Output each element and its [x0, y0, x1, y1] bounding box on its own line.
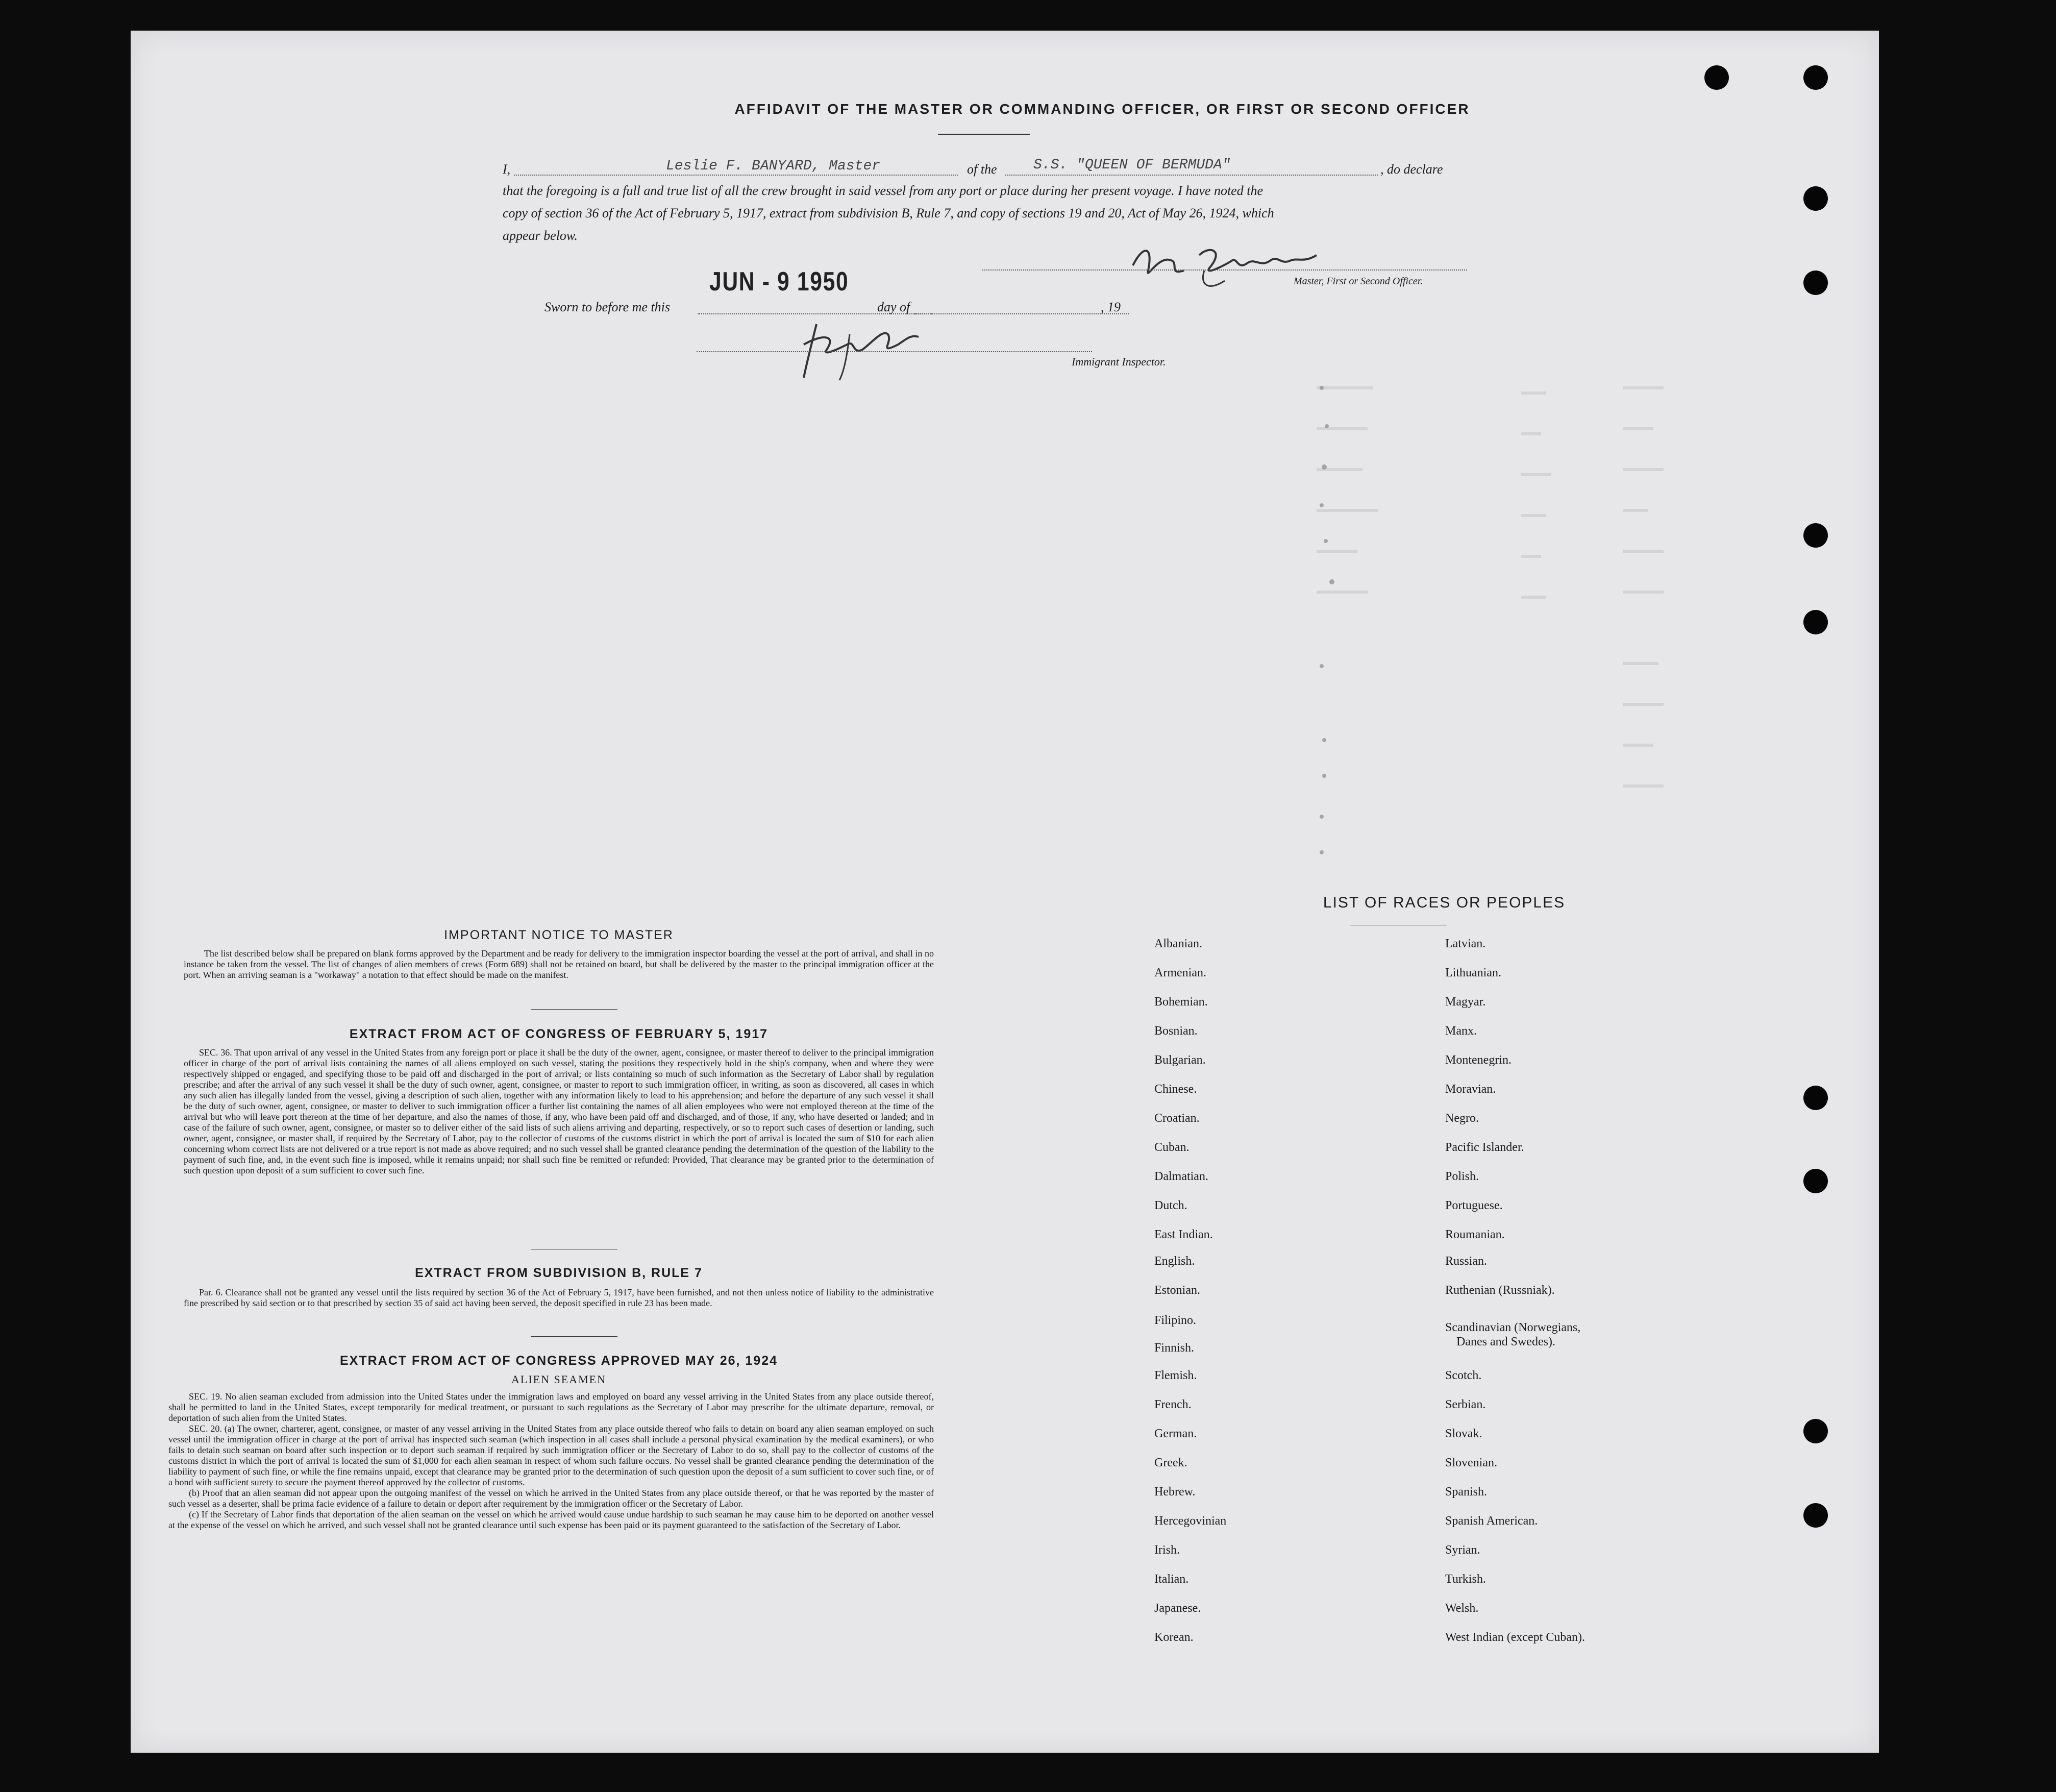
race-item: Latvian. [1445, 937, 1486, 950]
punch-hole [1704, 65, 1729, 90]
sworn-label: Sworn to before me this [544, 300, 671, 314]
sec-20a-text: SEC. 20. (a) The owner, charterer, agent, consignee, or master of any vessel arriving in the United States from any place outside thereof who fails to detain on board any alien seaman employed on such vessel until the immigration officer in charge at the port of arrival has inspected such seaman (which inspection in all cases shall include a personal physical examination by the medical examiners), or who fails to detain such seaman on board after such inspection or to deport such seaman if required by such immigration officer or the Secretary of Labor to do so, shall pay to the collector of customs of the customs district in which the port of arrival is located the sum of $1,000 for each alien seaman in respect of whom such failure occurs. No vessel shall be granted clearance pending the determination of the liability to payment of such fine, or while the fine remains unpaid, except that clearance may be granted prior to the determination of such question upon the deposit of a sum sufficient to cover such fine, or of a bond with sufficient surety to secure the payment thereof approved by the collector of customs. [168, 1423, 934, 1487]
rule7-title: EXTRACT FROM SUBDIVISION B, RULE 7 [415, 1266, 703, 1280]
rule7-text: Par. 6. Clearance shall not be granted any vessel until the lists required by section 36 of the Act of February 5, 1917, have been furnished, and not then unless notice of liability to the administrative fine prescribed by said section or to that prescribed by section 35 of said act having been served, the deposit specified in rule 23 has been made. [184, 1287, 934, 1308]
extract-1917-text: SEC. 36. That upon arrival of any vessel in the United States from any foreign port or place it shall be the duty of the owner, agent, consignee, or master thereof to deliver to the principal immigration officer in charge of the port of arrival lists containing the names of all aliens employed on such vessel, stating the positions they respectively hold in the ship's company, when and where they were respectively shipped or engaged, and specifying those to be paid off and discharged in the port of arrival; or lists containing so much of such information as the Secretary of Labor shall by regulation prescribe; and after the arrival of any such vessel it shall be the duty of such owner, agent, consignee, or master to report to such immigration officer, in writing, as soon as discovered, all cases in which any such alien has illegally landed from the vessel, giving a description of such alien, together with any information likely to lead to his apprehension; and before the departure of any such vessel it shall be the duty of such owner, agent, consignee, or master to deliver to such immigration officer a further list containing the names of all alien employees who were not employed thereon at the time of the arrival but who will leave port thereon at the time of her departure, and also the names of those, if any, who have been paid off and discharged, and of those, if any, who have deserted or landed; and in case of the failure of such owner, agent, consignee, or master so to deliver either of the said lists of such aliens arriving and departing, respectively, or so to report such cases of desertion or landing, such owner, agent, consignee, or master shall, if required by the Secretary of Labor, pay to the collector of customs of the customs district in which the port of arrival is located the sum of $10 for each alien concerning whom correct lists are not delivered or a true report is not made as above required; and no such vessel shall be granted clearance pending the determination of the question of the liability to the payment of such fine, and, in the event such fine is imposed, while it remains unpaid; nor shall such fine be remitted or refunded: Provided, That clearance may be granted prior to the determination of such question upon deposit of a sum sufficient to cover such fine. [184, 1047, 934, 1175]
extract-1924-title: EXTRACT FROM ACT OF CONGRESS APPROVED MAY 26, 1924 [339, 1354, 778, 1368]
extract-1924-body [168, 1391, 934, 1531]
notice-rule [531, 1009, 617, 1010]
notice-text: The list described below shall be prepared on blank forms approved by the Department and be ready for delivery to the immigration inspector boarding the vessel at the port of arrival, and shall in no instance be taken from the vessel. The list of changes of alien members of crews (Form 689) shall not be retained on board, but shall be delivered by the master to the principal immigration officer at the port. When an arriving seaman is a "workaway" a notation to that effect should be made on the manifest. [184, 948, 934, 980]
race-item: Flemish. [1154, 1369, 1197, 1382]
race-item: Korean. [1154, 1631, 1194, 1644]
race-item: Serbian. [1445, 1398, 1486, 1411]
punch-hole [1803, 186, 1828, 211]
punch-hole [1803, 1503, 1828, 1528]
bleed-through-marks [286, 357, 1817, 919]
race-item: Filipino. [1154, 1314, 1197, 1327]
race-item: Albanian. [1154, 937, 1202, 950]
race-item: Estonian. [1154, 1284, 1200, 1297]
race-item: Bohemian. [1154, 995, 1208, 1009]
title-rule [938, 134, 1030, 135]
master-name: Leslie F. BANYARD, Master [666, 158, 881, 174]
race-item: Scandinavian (Norwegians, [1445, 1321, 1581, 1334]
race-item: Dutch. [1154, 1199, 1187, 1212]
race-item: Hebrew. [1154, 1485, 1196, 1499]
declaration-line-2: that the foregoing is a full and true list of all the crew brought in said vessel from any port or place during her present voyage. I have noted the [503, 183, 1263, 198]
race-item: Chinese. [1154, 1083, 1197, 1096]
race-item: West Indian (except Cuban). [1445, 1631, 1585, 1644]
notice-title: IMPORTANT NOTICE TO MASTER [444, 928, 674, 942]
day-of-label: day of [877, 300, 910, 314]
race-item: Dalmatian. [1154, 1170, 1208, 1183]
master-signature-line [982, 269, 1467, 271]
race-item: Montenegrin. [1445, 1053, 1512, 1067]
sec-20b-text: (b) Proof that an alien seaman did not appear upon the outgoing manifest of the vessel on which he arrived in the United States from any place outside thereof, or that he was reported by the master of such vessel as a deserter, shall be prima facie evidence of a failure to detain or deport after requirement by the immigration officer or the Secretary of Labor. [168, 1488, 934, 1509]
race-item: Hercegovinian [1154, 1514, 1227, 1528]
race-item: Russian. [1445, 1255, 1488, 1268]
declaration-line-1 [503, 157, 1467, 181]
race-item: French. [1154, 1398, 1192, 1411]
race-item: Japanese. [1154, 1602, 1201, 1615]
do-declare-label: , do declare [1380, 162, 1443, 177]
race-item: Magyar. [1445, 995, 1486, 1009]
inspector-caption: Immigrant Inspector. [1072, 355, 1166, 368]
race-item: Armenian. [1154, 966, 1206, 979]
race-item: Manx. [1445, 1024, 1477, 1038]
declaration-line-3: copy of section 36 of the Act of February 5, 1917, extract from subdivision B, Rule 7, and copy of sections 19 and 20, Act of May 26, 1924, which [503, 206, 1274, 220]
race-item: Danes and Swedes). [1456, 1335, 1555, 1348]
race-item: Polish. [1445, 1170, 1479, 1183]
i-label: I, [503, 162, 511, 177]
punch-hole [1803, 1419, 1828, 1443]
inspector-signature [796, 314, 924, 385]
extract-1917-title: EXTRACT FROM ACT OF CONGRESS OF FEBRUARY 5, 1917 [349, 1027, 769, 1041]
race-item: Welsh. [1445, 1602, 1479, 1615]
race-item: Cuban. [1154, 1141, 1190, 1154]
sec-19-text: SEC. 19. No alien seaman excluded from admission into the United States under the immigration laws and employed on board any vessel arriving in the United States from any place outside thereof, shall be permitted to land in the United States, except temporarily for medical treatment, or pursuant to such regulations as the Secretary of Labor may prescribe for the ultimate departure, removal, or deportation of such alien from the United States. [168, 1391, 934, 1423]
race-item: Portuguese. [1445, 1199, 1503, 1212]
punch-hole [1803, 65, 1828, 90]
extract-1924-subtitle: ALIEN SEAMEN [511, 1373, 606, 1386]
year-label: , 19 [1101, 300, 1121, 314]
race-item: German. [1154, 1427, 1197, 1440]
race-item: East Indian. [1154, 1228, 1213, 1241]
race-item: Spanish. [1445, 1485, 1488, 1499]
race-item: Croatian. [1154, 1112, 1200, 1125]
date-stamp: JUN - 9 1950 [709, 267, 849, 297]
punch-hole [1803, 271, 1828, 295]
race-item: Irish. [1154, 1543, 1180, 1557]
race-item: Spanish American. [1445, 1514, 1538, 1528]
of-the-label: of the [967, 162, 997, 177]
race-item: Ruthenian (Russniak). [1445, 1284, 1555, 1297]
race-item: Lithuanian. [1445, 966, 1501, 979]
affidavit-title: AFFIDAVIT OF THE MASTER OR COMMANDING OFFICER, OR FIRST OR SECOND OFFICER [734, 101, 1470, 117]
declaration-line-4: appear below. [503, 228, 578, 243]
race-item: Turkish. [1445, 1573, 1486, 1586]
race-item: Slovenian. [1445, 1456, 1497, 1469]
race-item: Finnish. [1154, 1341, 1195, 1355]
vessel-name: S.S. "QUEEN OF BERMUDA" [1033, 157, 1231, 173]
punch-hole [1803, 1169, 1828, 1193]
race-item: Scotch. [1445, 1369, 1482, 1382]
rule7-rule [531, 1336, 617, 1337]
race-item: English. [1154, 1255, 1195, 1268]
month-fill-line [914, 313, 1129, 314]
race-item: Moravian. [1445, 1083, 1496, 1096]
race-item: Roumanian. [1445, 1228, 1505, 1241]
race-item: Italian. [1154, 1573, 1189, 1586]
race-item: Negro. [1445, 1112, 1479, 1125]
punch-hole [1803, 1086, 1828, 1110]
race-item: Bulgarian. [1154, 1053, 1206, 1067]
master-caption: Master, First or Second Officer. [1294, 276, 1423, 287]
race-item: Slovak. [1445, 1427, 1482, 1440]
race-item: Greek. [1154, 1456, 1187, 1469]
races-title: LIST OF RACES OR PEOPLES [1323, 894, 1566, 911]
race-item: Syrian. [1445, 1543, 1480, 1557]
sec-20c-text: (c) If the Secretary of Labor finds that deportation of the alien seaman on the vessel on which he arrived would cause undue hardship to such seaman he may cause him to be deported on another vessel at the expense of the vessel on which he arrived, and such vessel shall not be granted clearance until such expense has been paid or its payment guaranteed to the satisfaction of the Secretary of Labor. [168, 1509, 934, 1530]
race-item: Pacific Islander. [1445, 1141, 1524, 1154]
inspector-signature-line [697, 351, 1092, 352]
race-item: Bosnian. [1154, 1024, 1198, 1038]
